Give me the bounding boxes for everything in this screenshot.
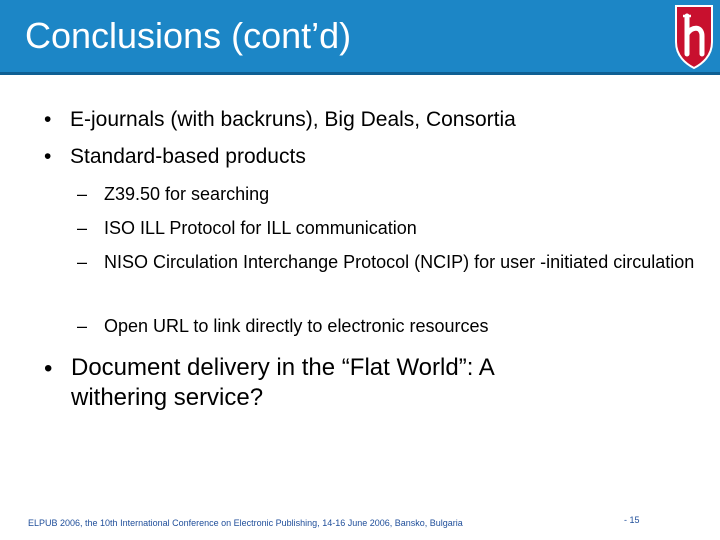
sub-bullet-text: Open URL to link directly to electronic resources (104, 316, 489, 336)
bullet-text: E-journals (with backruns), Big Deals, Consortia (70, 108, 516, 131)
bullet-marker: • (44, 145, 52, 168)
bullet-text: Standard-based products (70, 145, 306, 168)
slide-footer: ELPUB 2006, the 10th International Conference on Electronic Publishing, 14-16 June 2006, Bansko, Bulgaria (28, 518, 463, 528)
sub-bullet-text: ISO ILL Protocol for ILL communication (104, 218, 417, 238)
sub-bullet-marker: – (77, 252, 88, 272)
slide-title: Conclusions (cont’d) (25, 15, 352, 56)
university-shield-logo-icon (672, 2, 716, 70)
sub-bullet-marker: – (77, 184, 88, 204)
title-bar-divider (0, 72, 720, 75)
bullet-marker: • (44, 355, 53, 382)
page-number: - 15 (624, 515, 640, 525)
sub-bullet-marker: – (77, 218, 88, 238)
bullet-text: Document delivery in the “Flat World”: A withering service? (71, 354, 494, 411)
sub-bullet-text: Z39.50 for searching (104, 184, 270, 204)
sub-bullet-text: NISO Circulation Interchange Protocol (NCIP) for user -initiated circulation (104, 252, 695, 272)
bullet-marker: • (44, 108, 52, 131)
sub-bullet-marker: – (77, 316, 88, 336)
